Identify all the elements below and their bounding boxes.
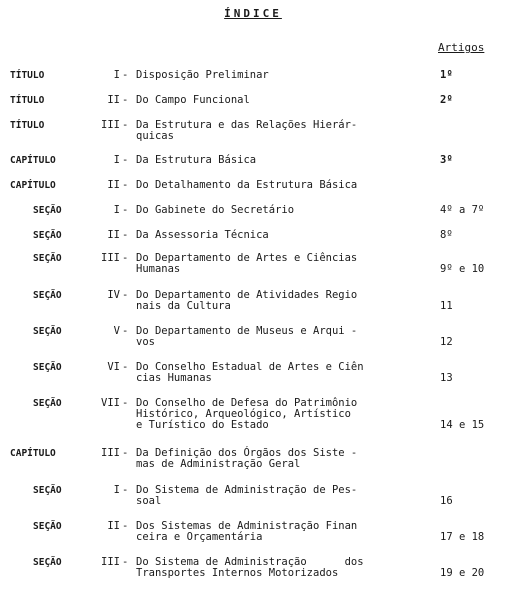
entry-description-line: Humanas: [136, 263, 181, 275]
entry-description: [136, 230, 398, 241]
entry-description-line: Da Estrutura e das Relações Hierár-: [136, 119, 358, 131]
entry-articles: 9º e 10: [440, 263, 485, 275]
entry-number: II: [107, 94, 120, 106]
entry-description-line: cias Humanas: [136, 372, 212, 384]
entry-kind: SEÇÃO: [33, 205, 62, 216]
entry-articles: 3º: [440, 154, 453, 166]
index-entry: [0, 485, 506, 525]
entry-description: [136, 120, 398, 142]
entry-description: [136, 448, 398, 470]
entry-description-line: Do Campo Funcional: [136, 94, 250, 106]
index-entry: [0, 521, 506, 561]
entry-dash: -: [122, 556, 129, 568]
entry-kind: SEÇÃO: [33, 362, 62, 373]
entry-number: III: [101, 252, 120, 264]
entry-description-line: e Turístico do Estado: [136, 419, 269, 431]
index-entry: [0, 326, 506, 366]
entry-description-line: Do Gabinete do Secretário: [136, 204, 295, 216]
entry-dash: -: [122, 94, 129, 106]
entry-kind: TÍTULO: [10, 120, 45, 131]
entry-description-line: vos: [136, 336, 155, 348]
entry-description-line: ceira e Orçamentária: [136, 531, 263, 543]
entry-dash: -: [122, 154, 129, 166]
entry-description-line: Disposição Preliminar: [136, 69, 269, 81]
entry-description-line: Do Detalhamento da Estrutura Básica: [136, 179, 358, 191]
entry-kind: SEÇÃO: [33, 253, 62, 264]
entry-description-line: Dos Sistemas de Administração Finan: [136, 520, 358, 532]
entry-description-line: Do Departamento de Museus e Arqui -: [136, 325, 358, 337]
entry-number: II: [107, 179, 120, 191]
index-entry: [0, 362, 506, 402]
index-entry: [0, 557, 506, 597]
entry-articles: 13: [440, 372, 453, 384]
entry-description-line: quicas: [136, 130, 174, 142]
entry-number: IV: [107, 289, 120, 301]
entry-articles: 19 e 20: [440, 567, 485, 579]
entry-articles: 14 e 15: [440, 419, 485, 431]
entry-description: [136, 398, 398, 431]
entry-description-line: Do Departamento de Artes e Ciências: [136, 252, 358, 264]
entry-number: I: [113, 154, 120, 166]
entry-articles: 11: [440, 300, 453, 312]
entry-description-line: soal: [136, 495, 162, 507]
entry-description-line: Do Sistema de Administração dos: [136, 556, 364, 568]
entry-kind: SEÇÃO: [33, 521, 62, 532]
entry-dash: -: [122, 204, 129, 216]
entry-dash: -: [122, 325, 129, 337]
entry-dash: -: [122, 252, 129, 264]
entry-dash: -: [122, 289, 129, 301]
entry-dash: -: [122, 361, 129, 373]
entry-description-line: Do Departamento de Atividades Regio: [136, 289, 358, 301]
entry-description-line: Da Definição dos Órgãos dos Siste -: [136, 447, 358, 459]
entry-dash: -: [122, 69, 129, 81]
entry-number: III: [101, 119, 120, 131]
entry-number: II: [107, 520, 120, 532]
entry-description-line: Histórico, Arqueológico, Artístico: [136, 408, 351, 420]
entry-description-line: Do Conselho de Defesa do Patrimônio: [136, 397, 358, 409]
entry-kind: SEÇÃO: [33, 290, 62, 301]
entry-number: I: [113, 204, 120, 216]
entry-kind: SEÇÃO: [33, 557, 62, 568]
index-entry: [0, 448, 506, 488]
entry-dash: -: [122, 397, 129, 409]
entry-kind: CAPÍTULO: [10, 180, 56, 191]
entry-description: [136, 253, 398, 275]
entry-articles: 16: [440, 495, 453, 507]
entry-description: [136, 70, 398, 81]
entry-description: [136, 155, 398, 166]
entry-articles: 12: [440, 336, 453, 348]
entry-description: [136, 290, 398, 312]
entry-description-line: Transportes Internos Motorizados: [136, 567, 339, 579]
entry-kind: SEÇÃO: [33, 230, 62, 241]
entry-description: [136, 521, 398, 543]
entry-description: [136, 205, 398, 216]
entry-description-line: nais da Cultura: [136, 300, 231, 312]
entry-description-line: Do Conselho Estadual de Artes e Ciên: [136, 361, 364, 373]
entry-description: [136, 326, 398, 348]
entry-dash: -: [122, 179, 129, 191]
entry-kind: TÍTULO: [10, 95, 45, 106]
articles-column-header: Artigos: [438, 41, 485, 54]
entry-description: [136, 180, 398, 191]
entry-number: II: [107, 229, 120, 241]
entry-articles: 1º: [440, 69, 453, 81]
index-entry: [0, 253, 506, 293]
entry-description: [136, 95, 398, 106]
entry-number: VI: [107, 361, 120, 373]
entry-description-line: mas de Administração Geral: [136, 458, 301, 470]
entry-kind: SEÇÃO: [33, 398, 62, 409]
index-title: ÍNDICE: [224, 7, 282, 20]
entry-number: I: [113, 69, 120, 81]
entry-dash: -: [122, 520, 129, 532]
entry-description-line: Da Estrutura Básica: [136, 154, 257, 166]
entry-description-line: Da Assessoria Técnica: [136, 229, 269, 241]
entry-articles: 4º a 7º: [440, 204, 485, 216]
entry-dash: -: [122, 229, 129, 241]
entry-number: I: [113, 484, 120, 496]
entry-kind: SEÇÃO: [33, 326, 62, 337]
entry-dash: -: [122, 447, 129, 459]
entry-dash: -: [122, 484, 129, 496]
entry-articles: 17 e 18: [440, 531, 485, 543]
index-entry: [0, 290, 506, 330]
entry-kind: SEÇÃO: [33, 485, 62, 496]
entry-kind: CAPÍTULO: [10, 448, 56, 459]
entry-kind: CAPÍTULO: [10, 155, 56, 166]
index-entry: [0, 398, 506, 438]
entry-description: [136, 485, 398, 507]
entry-kind: TÍTULO: [10, 70, 45, 81]
entry-description: [136, 557, 398, 579]
entry-number: V: [113, 325, 120, 337]
entry-articles: 2º: [440, 94, 453, 106]
entry-articles: 8º: [440, 229, 453, 241]
entry-number: III: [101, 447, 120, 459]
entry-number: III: [101, 556, 120, 568]
entry-description-line: Do Sistema de Administração de Pes-: [136, 484, 358, 496]
entry-number: VII: [101, 397, 120, 409]
entry-dash: -: [122, 119, 129, 131]
entry-description: [136, 362, 398, 384]
